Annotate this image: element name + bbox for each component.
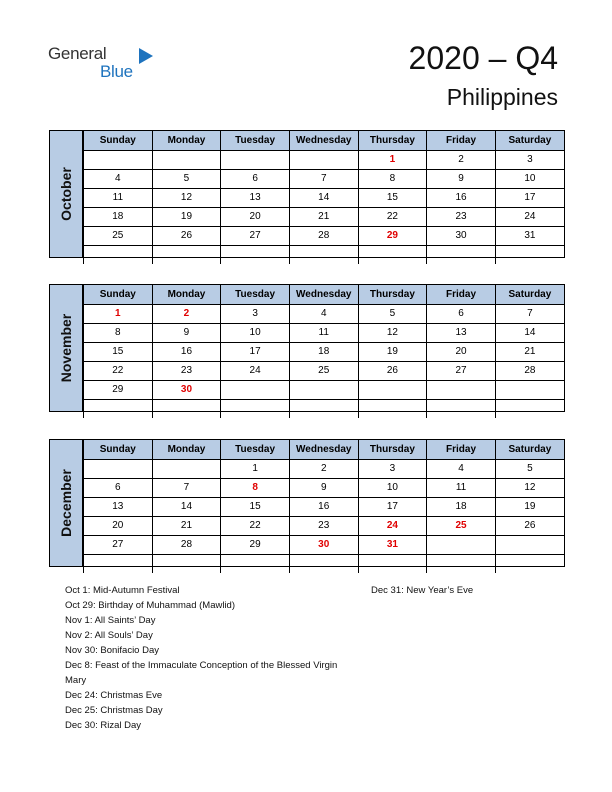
day-cell: 31	[358, 536, 427, 555]
day-cell: 23	[289, 517, 358, 536]
month-grid	[83, 285, 564, 418]
weekday-header: Friday	[427, 131, 496, 151]
holiday-note: Dec 25: Christmas Day	[65, 705, 163, 716]
weekday-header: Wednesday	[289, 440, 358, 460]
holiday-note: Dec 30: Rizal Day	[65, 720, 142, 731]
week-row	[84, 246, 565, 265]
day-cell: 20	[427, 343, 496, 362]
day-cell: 21	[495, 343, 564, 362]
weekday-header: Sunday	[84, 131, 153, 151]
day-cell: 9	[152, 324, 221, 343]
day-cell: 3	[358, 460, 427, 479]
holiday-note: Oct 29: Birthday of Muhammad (Mawlid)	[65, 600, 236, 611]
day-cell: 19	[152, 208, 221, 227]
weekday-header: Wednesday	[289, 131, 358, 151]
empty-day-cell	[358, 381, 427, 400]
day-cell: 25	[427, 517, 496, 536]
weekday-header: Tuesday	[221, 285, 290, 305]
month-label	[50, 131, 83, 257]
day-cell: 13	[84, 498, 153, 517]
empty-day-cell	[84, 151, 153, 170]
day-cell: 1	[358, 151, 427, 170]
day-cell: 10	[358, 479, 427, 498]
day-cell: 30	[152, 381, 221, 400]
day-cell: 13	[427, 324, 496, 343]
empty-day-cell	[152, 151, 221, 170]
empty-day-cell	[358, 246, 427, 265]
day-cell: 24	[495, 208, 564, 227]
day-cell: 27	[84, 536, 153, 555]
week-row	[84, 479, 565, 498]
day-cell: 26	[152, 227, 221, 246]
empty-day-cell	[427, 381, 496, 400]
empty-day-cell	[152, 246, 221, 265]
day-cell: 23	[152, 362, 221, 381]
day-cell: 30	[289, 536, 358, 555]
day-cell: 24	[221, 362, 290, 381]
week-row	[84, 460, 565, 479]
week-row	[84, 498, 565, 517]
weekday-header: Saturday	[495, 131, 564, 151]
day-cell: 8	[358, 170, 427, 189]
day-cell: 11	[289, 324, 358, 343]
week-row	[84, 517, 565, 536]
day-cell: 14	[289, 189, 358, 208]
day-cell: 9	[289, 479, 358, 498]
brand-triangle-icon	[139, 48, 153, 64]
day-cell: 8	[84, 324, 153, 343]
empty-day-cell	[221, 555, 290, 574]
day-cell: 11	[84, 189, 153, 208]
month-grid	[83, 131, 564, 264]
day-cell: 21	[152, 517, 221, 536]
weekday-header: Thursday	[358, 285, 427, 305]
day-cell: 23	[427, 208, 496, 227]
week-row	[84, 400, 565, 419]
day-cell: 20	[221, 208, 290, 227]
empty-day-cell	[289, 246, 358, 265]
day-cell: 17	[358, 498, 427, 517]
empty-day-cell	[152, 555, 221, 574]
empty-day-cell	[358, 555, 427, 574]
empty-day-cell	[495, 536, 564, 555]
day-cell: 22	[221, 517, 290, 536]
empty-day-cell	[152, 400, 221, 419]
empty-day-cell	[84, 400, 153, 419]
day-cell: 13	[221, 189, 290, 208]
week-row	[84, 362, 565, 381]
day-cell: 16	[427, 189, 496, 208]
day-cell: 9	[427, 170, 496, 189]
day-cell: 5	[358, 305, 427, 324]
empty-day-cell	[289, 555, 358, 574]
weekday-header: Sunday	[84, 285, 153, 305]
holiday-note: Nov 1: All Saints’ Day	[65, 615, 156, 626]
day-cell: 4	[84, 170, 153, 189]
day-cell: 25	[289, 362, 358, 381]
month-name: November	[58, 313, 74, 383]
day-cell: 12	[495, 479, 564, 498]
week-row	[84, 151, 565, 170]
day-cell: 19	[495, 498, 564, 517]
day-cell: 6	[221, 170, 290, 189]
brand-name-general: General	[48, 44, 107, 63]
day-cell: 24	[358, 517, 427, 536]
weekday-header: Thursday	[358, 440, 427, 460]
day-cell: 8	[221, 479, 290, 498]
day-cell: 7	[152, 479, 221, 498]
day-cell: 3	[221, 305, 290, 324]
empty-day-cell	[495, 555, 564, 574]
week-row	[84, 227, 565, 246]
day-cell: 1	[221, 460, 290, 479]
day-cell: 28	[495, 362, 564, 381]
day-cell: 12	[152, 189, 221, 208]
empty-day-cell	[289, 151, 358, 170]
day-cell: 19	[358, 343, 427, 362]
day-cell: 18	[289, 343, 358, 362]
empty-day-cell	[221, 400, 290, 419]
weekday-header: Monday	[152, 440, 221, 460]
day-cell: 1	[84, 305, 153, 324]
day-cell: 6	[84, 479, 153, 498]
day-cell: 4	[427, 460, 496, 479]
holiday-notes-right	[371, 583, 473, 598]
page-title: 2020 – Q4	[408, 40, 558, 76]
day-cell: 4	[289, 305, 358, 324]
day-cell: 29	[84, 381, 153, 400]
day-cell: 3	[495, 151, 564, 170]
weekday-header: Friday	[427, 440, 496, 460]
day-cell: 16	[289, 498, 358, 517]
empty-day-cell	[221, 151, 290, 170]
weekday-header: Thursday	[358, 131, 427, 151]
day-cell: 26	[358, 362, 427, 381]
week-row	[84, 170, 565, 189]
day-cell: 15	[221, 498, 290, 517]
day-cell: 30	[427, 227, 496, 246]
weekday-header: Saturday	[495, 285, 564, 305]
holiday-note: Dec 31: New Year’s Eve	[371, 585, 474, 596]
day-cell: 26	[495, 517, 564, 536]
week-row	[84, 324, 565, 343]
day-cell: 25	[84, 227, 153, 246]
day-cell: 31	[495, 227, 564, 246]
empty-day-cell	[84, 555, 153, 574]
day-cell: 29	[221, 536, 290, 555]
holiday-note: Dec 24: Christmas Eve	[65, 690, 163, 701]
weekday-header: Wednesday	[289, 285, 358, 305]
empty-day-cell	[495, 381, 564, 400]
empty-day-cell	[84, 460, 153, 479]
month-calendar-november	[49, 284, 565, 412]
day-cell: 27	[427, 362, 496, 381]
day-cell: 12	[358, 324, 427, 343]
day-cell: 14	[152, 498, 221, 517]
empty-day-cell	[152, 460, 221, 479]
empty-day-cell	[427, 536, 496, 555]
day-cell: 5	[152, 170, 221, 189]
holiday-note: Dec 8: Feast of the Immaculate Conception of the Blessed Virgin Mary	[65, 660, 338, 686]
day-cell: 10	[221, 324, 290, 343]
day-cell: 2	[289, 460, 358, 479]
weekday-header: Friday	[427, 285, 496, 305]
day-cell: 18	[427, 498, 496, 517]
holiday-notes-left	[65, 583, 365, 733]
day-cell: 14	[495, 324, 564, 343]
day-cell: 18	[84, 208, 153, 227]
empty-day-cell	[427, 246, 496, 265]
day-cell: 22	[358, 208, 427, 227]
brand-logo	[48, 44, 158, 84]
day-cell: 17	[495, 189, 564, 208]
week-row	[84, 189, 565, 208]
day-cell: 17	[221, 343, 290, 362]
weekday-header: Tuesday	[221, 131, 290, 151]
week-row	[84, 536, 565, 555]
empty-day-cell	[221, 381, 290, 400]
day-cell: 15	[84, 343, 153, 362]
day-cell: 20	[84, 517, 153, 536]
weekday-header: Monday	[152, 131, 221, 151]
empty-day-cell	[84, 246, 153, 265]
weekday-header: Saturday	[495, 440, 564, 460]
week-row	[84, 381, 565, 400]
empty-day-cell	[221, 246, 290, 265]
day-cell: 27	[221, 227, 290, 246]
day-cell: 29	[358, 227, 427, 246]
month-calendar-october	[49, 130, 565, 258]
day-cell: 10	[495, 170, 564, 189]
holiday-note: Nov 2: All Souls’ Day	[65, 630, 153, 641]
day-cell: 21	[289, 208, 358, 227]
empty-day-cell	[358, 400, 427, 419]
day-cell: 7	[495, 305, 564, 324]
empty-day-cell	[289, 400, 358, 419]
month-name: October	[58, 167, 74, 221]
week-row	[84, 555, 565, 574]
day-cell: 28	[289, 227, 358, 246]
week-row	[84, 305, 565, 324]
day-cell: 11	[427, 479, 496, 498]
day-cell: 22	[84, 362, 153, 381]
month-label	[50, 440, 83, 566]
month-label	[50, 285, 83, 411]
day-cell: 16	[152, 343, 221, 362]
empty-day-cell	[495, 246, 564, 265]
brand-name-blue: Blue	[100, 62, 133, 81]
day-cell: 28	[152, 536, 221, 555]
weekday-header: Sunday	[84, 440, 153, 460]
day-cell: 2	[427, 151, 496, 170]
week-row	[84, 343, 565, 362]
holiday-note: Nov 30: Bonifacio Day	[65, 645, 159, 656]
day-cell: 7	[289, 170, 358, 189]
month-calendar-december	[49, 439, 565, 567]
day-cell: 2	[152, 305, 221, 324]
day-cell: 5	[495, 460, 564, 479]
day-cell: 6	[427, 305, 496, 324]
week-row	[84, 208, 565, 227]
country-name: Philippines	[446, 84, 558, 110]
empty-day-cell	[289, 381, 358, 400]
day-cell: 15	[358, 189, 427, 208]
weekday-header: Tuesday	[221, 440, 290, 460]
holiday-note: Oct 1: Mid-Autumn Festival	[65, 585, 180, 596]
empty-day-cell	[495, 400, 564, 419]
month-name: December	[58, 469, 74, 537]
empty-day-cell	[427, 555, 496, 574]
empty-day-cell	[427, 400, 496, 419]
weekday-header: Monday	[152, 285, 221, 305]
month-grid	[83, 440, 564, 573]
